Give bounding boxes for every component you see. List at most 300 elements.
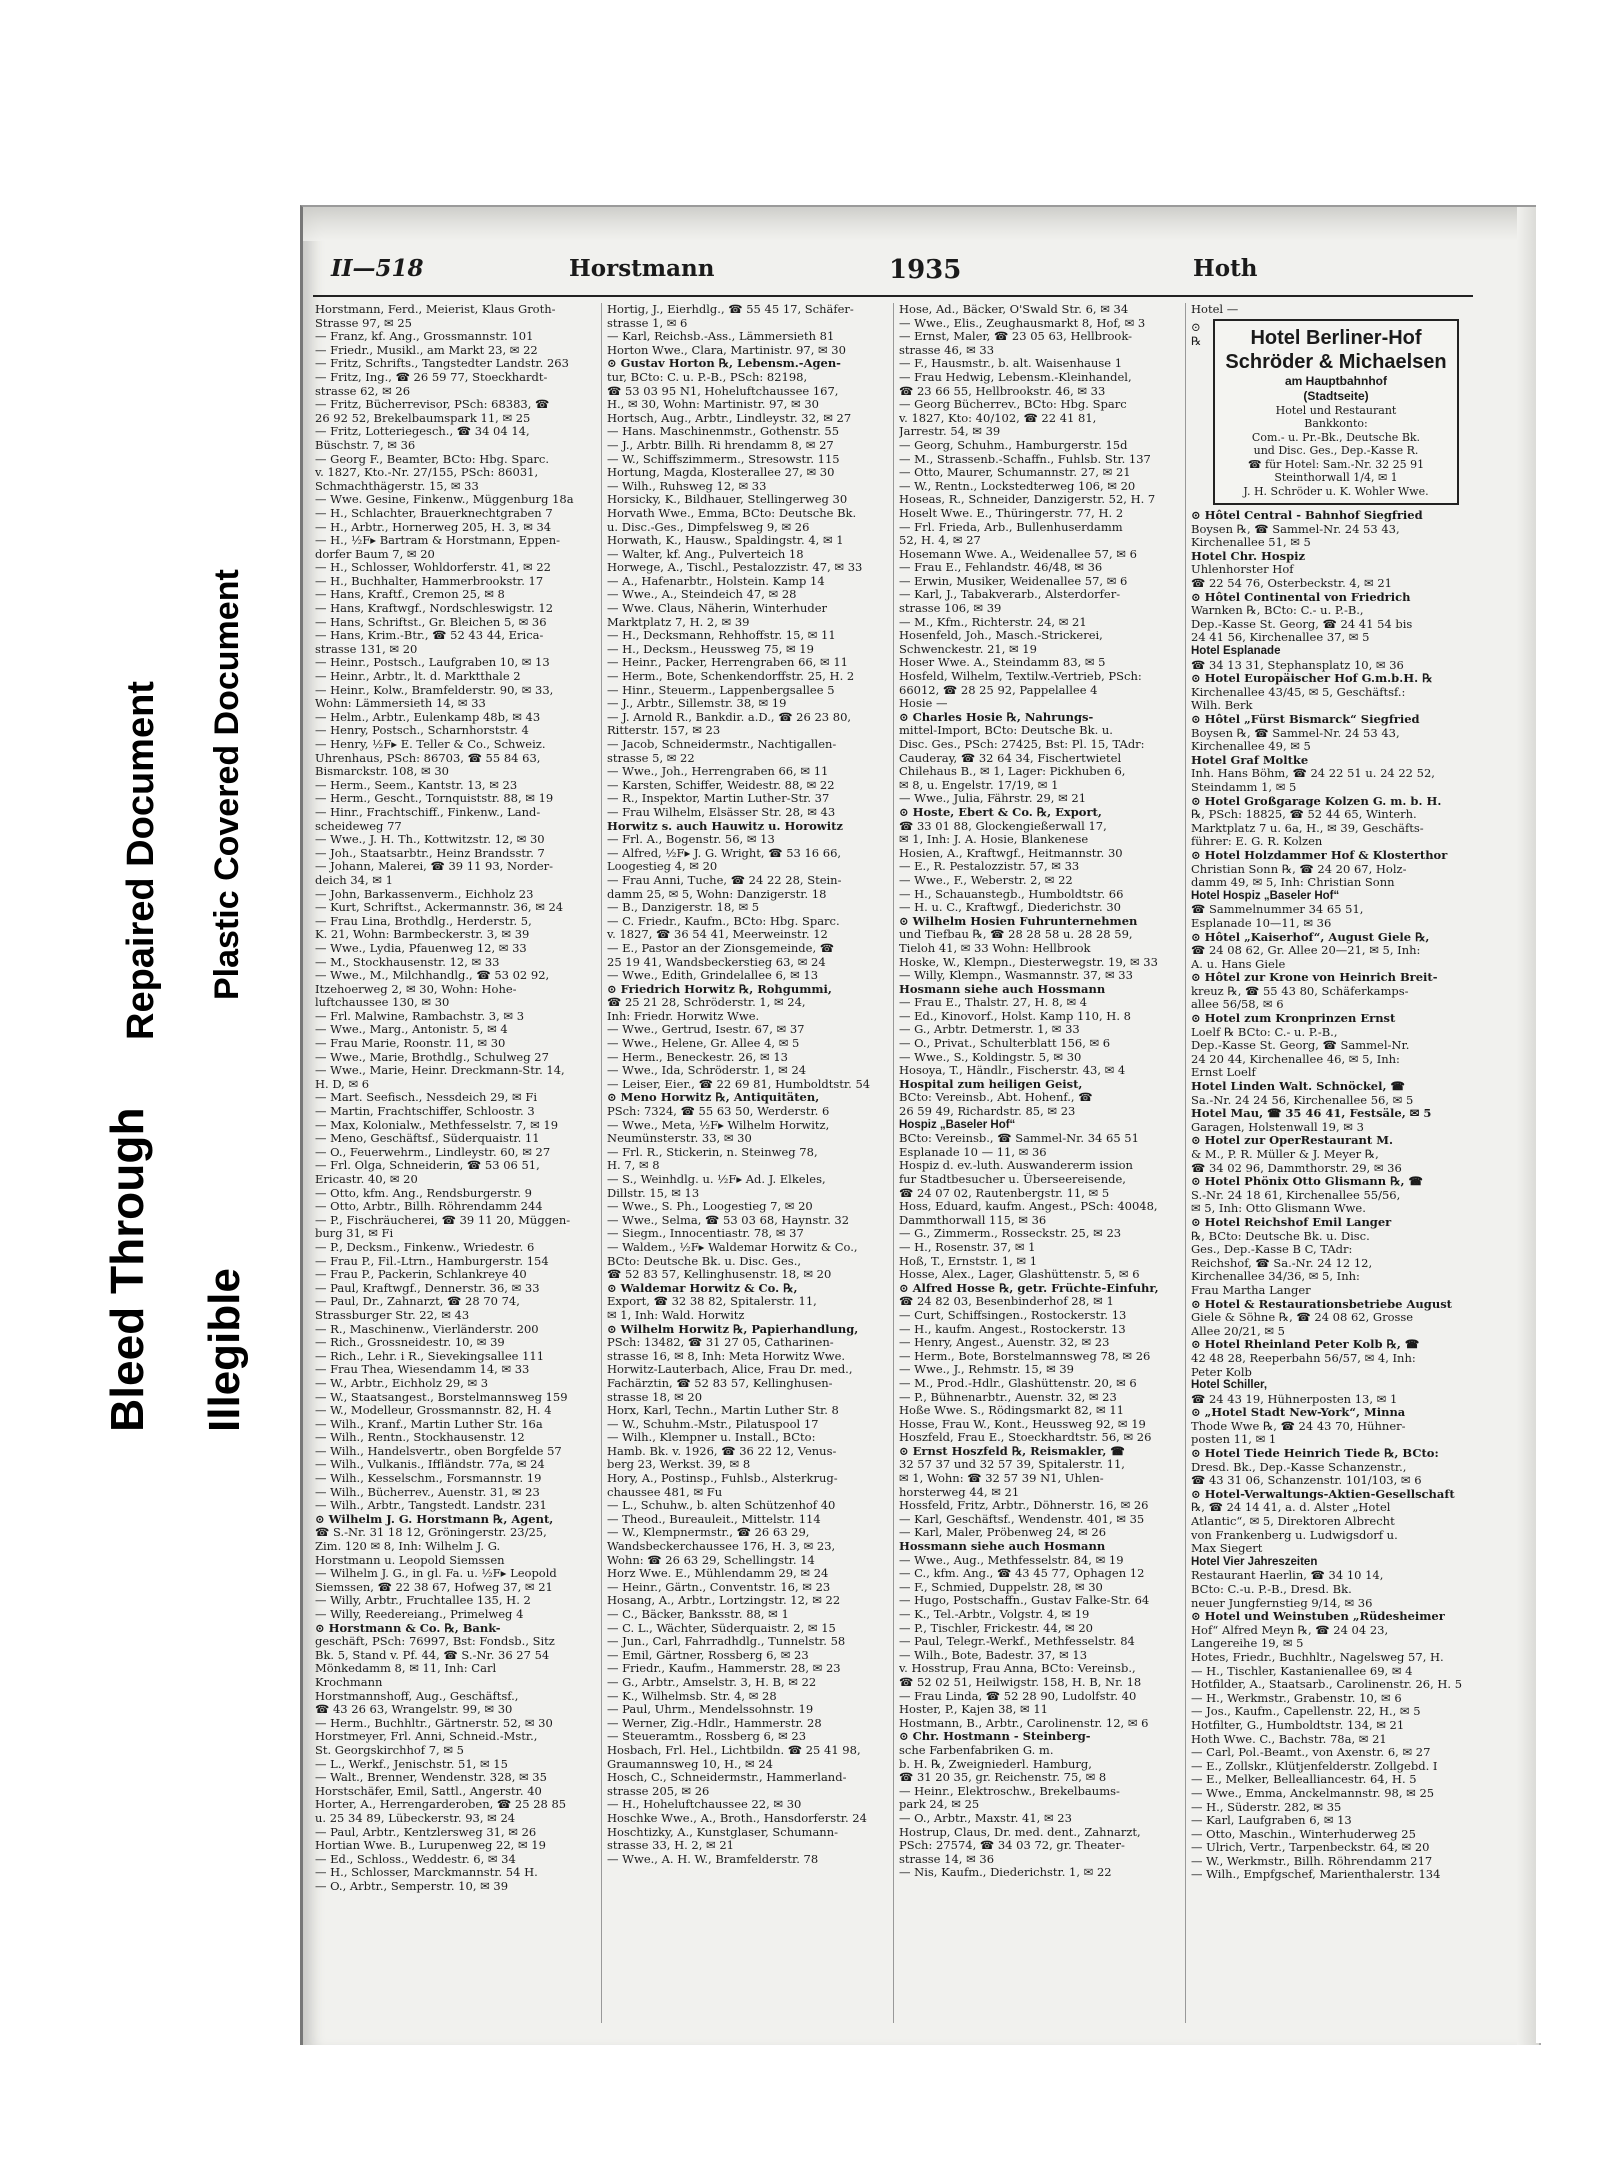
directory-entry-line: Ernst Loelf xyxy=(1191,1066,1256,1080)
directory-entry-line: Hoth Wwe. C., Bachstr. 78a, ✉ 21 xyxy=(1191,1732,1387,1746)
directory-entry-line: Bk. 5, Stand v. Pf. 44, ☎ S.-Nr. 36 27 54 xyxy=(315,1648,550,1662)
directory-entry-line: — Friedr., Kaufm., Hammerstr. 28, ✉ 23 xyxy=(607,1662,841,1676)
directory-entry-line: — Paul, Arbtr., Kentzlersweg 31, ✉ 26 xyxy=(315,1825,537,1839)
directory-entry-line: Kirchenallee 51, ✉ 5 xyxy=(1191,536,1311,550)
registered-mark: ℞ xyxy=(1191,334,1202,348)
directory-entry-line: Hotel Graf Moltke xyxy=(1191,753,1309,767)
directory-entry-line: ☎ 25 21 28, Schröderstr. 1, ✉ 24, xyxy=(607,996,806,1010)
directory-column-1 xyxy=(315,303,595,2033)
directory-entry-line: Dep.-Kasse St. Georg, ☎ Sammel-Nr. xyxy=(1191,1039,1410,1053)
directory-entry-line: H. 7, ✉ 8 xyxy=(607,1159,660,1173)
directory-entry-line: — H., Süderstr. 282, ✉ 35 xyxy=(1191,1800,1342,1814)
column-separator xyxy=(1185,303,1186,2023)
directory-entry-line: Graumannsweg 10, H., ✉ 24 xyxy=(607,1757,773,1771)
header-name-right: Hoth xyxy=(1193,255,1258,282)
directory-entry-line: ⊙ Hôtel Continental von Friedrich xyxy=(1191,590,1411,604)
directory-entry-line: — Johann, Malerei, ☎ 39 11 93, Norder- xyxy=(315,860,554,874)
directory-entry-line: — G., Zimmerm., Rosseckstr. 25, ✉ 23 xyxy=(899,1227,1122,1241)
directory-entry-line: — Ulrich, Vertr., Tarpenbeckstr. 64, ✉ 20 xyxy=(1191,1841,1430,1855)
directory-entry-line: Hoschke Wwe., A., Broth., Hansdorferstr. 24 xyxy=(607,1811,867,1825)
directory-entry-line: strasse 16, ✉ 8, Inh: Meta Horwitz Wwe. xyxy=(607,1349,846,1363)
directory-entry-line: Jarrestr. 54, ✉ 39 xyxy=(899,425,1001,439)
directory-entry-line: — Paul, Kraftwgf., Dennerstr. 36, ✉ 33 xyxy=(315,1281,540,1295)
directory-entry-line: — Wwe., Meta, ½F▸ Wilhelm Horwitz, xyxy=(607,1118,830,1132)
directory-entry-line: — Mart. Seefisch., Nessdeich 29, ✉ Fi xyxy=(315,1091,538,1105)
directory-entry-line: strasse 106, ✉ 39 xyxy=(899,602,1002,616)
directory-entry-line: — Martin, Frachtschiffer, Schloostr. 3 xyxy=(315,1105,535,1119)
directory-entry-line: — Henry, Angest., Auenstr. 32, ✉ 23 xyxy=(899,1336,1110,1350)
directory-entry-line: horsterweg 44, ✉ 21 xyxy=(899,1485,1020,1499)
directory-entry-line: — Otto, Arbtr., Billh. Röhrendamm 244 xyxy=(315,1200,543,1214)
directory-entry-line: — W., Staatsangest., Borstelmannsweg 159 xyxy=(315,1390,568,1404)
directory-entry-line: — F., Schmied, Duppelstr. 28, ✉ 30 xyxy=(899,1580,1103,1594)
directory-entry-line: ⊙ Gustav Horton ℞, Lebensm.-Agen- xyxy=(607,357,841,371)
directory-entry-line: — C. Friedr., Kaufm., BCto: Hbg. Sparc. xyxy=(607,914,840,928)
directory-entry-line: — M., Prod.-Hdlr., Glashüttenstr. 20, ✉ 6 xyxy=(899,1376,1137,1390)
directory-entry-line: Hoß, T., Ernststr. 1, ✉ 1 xyxy=(899,1254,1038,1268)
directory-entry-line: Hossmann siehe auch Hosmann xyxy=(899,1540,1106,1554)
directory-entry-line: — A., Hafenarbtr., Holstein. Kamp 14 xyxy=(607,574,825,588)
directory-entry-line: tur, BCto: C. u. P.-B., PSch: 82198, xyxy=(607,370,808,384)
directory-entry-line: — Wwe., F., Weberstr. 2, ✉ 22 xyxy=(899,873,1073,887)
directory-entry-line: — G., Arbtr., Amselstr. 3, H. B, ✉ 22 xyxy=(607,1675,817,1689)
directory-entry-line: — Herm., Gescht., Tornquiststr. 88, ✉ 19 xyxy=(315,792,554,806)
directory-entry-line: — Georg, Schuhm., Hamburgerstr. 15d xyxy=(899,438,1128,452)
directory-entry-line: — Wilh., Empfgschef, Marienthalerstr. 134 xyxy=(1191,1868,1441,1882)
directory-entry-line: — Paul, Uhrm., Mendelssohnstr. 19 xyxy=(607,1703,814,1717)
directory-entry-line: strasse 5, ✉ 22 xyxy=(607,751,695,765)
directory-entry-line: ✉ 1, Inh: J. A. Hosie, Blankenese xyxy=(899,833,1089,847)
directory-entry-line: Hosse, Alex., Lager, Glashüttenstr. 5, ✉ 6 xyxy=(899,1268,1140,1282)
directory-entry-line: 26 92 52, Brekelbaumspark 11, ✉ 25 xyxy=(315,411,531,425)
ad-line: J. H. Schröder u. K. Wohler Wwe. xyxy=(1243,484,1429,498)
directory-entry-line: strasse 33, H. 2, ✉ 21 xyxy=(607,1839,734,1853)
directory-entry-line: — Erwin, Musiker, Weidenallee 57, ✉ 6 xyxy=(899,574,1128,588)
directory-entry-line: — Willy, Klempn., Wasmannstr. 37, ✉ 33 xyxy=(899,969,1133,983)
directory-entry-line: Wilh. Berk xyxy=(1191,699,1253,713)
directory-entry-line: — Wwe., Gertrud, Isestr. 67, ✉ 37 xyxy=(607,1023,805,1037)
directory-entry-line: Marktplatz 7 u. 6a, H., ✉ 39, Geschäfts- xyxy=(1191,821,1424,835)
directory-entry-line: — O., Arbtr., Maxstr. 41, ✉ 23 xyxy=(899,1811,1072,1825)
directory-entry-line: — Herm., Buchhltr., Gärtnerstr. 52, ✉ 30 xyxy=(315,1716,553,1730)
directory-entry-line: Schwenckestr. 21, ✉ 19 xyxy=(899,642,1037,656)
directory-entry-line: 25 19 41, Wandsbeckerstieg 63, ✉ 24 xyxy=(607,955,826,969)
directory-entry-line: — Frau E., Thalstr. 27, H. 8, ✉ 4 xyxy=(899,996,1088,1010)
directory-entry-line: ☎ 31 20 35, gr. Reichenstr. 75, ✉ 8 xyxy=(899,1771,1107,1785)
directory-entry-line: 66012, ☎ 28 25 92, Pappelallee 4 xyxy=(899,683,1098,697)
directory-entry-line: Hortung, Magda, Klosterallee 27, ✉ 30 xyxy=(607,466,835,480)
hotel-berliner-hof-ad xyxy=(1213,319,1459,506)
directory-entry-line: — Joh., Staatsarbtr., Heinz Brandsstr. 7 xyxy=(315,846,545,860)
header-year: 1935 xyxy=(889,255,962,285)
directory-entry-line: — Ernst, Maler, ☎ 23 05 63, Hellbrook- xyxy=(899,330,1132,344)
directory-entry-line: — Wilh., Kranf., Martin Luther Str. 16a xyxy=(315,1417,543,1431)
directory-entry-line: — Frau Wilhelm, Elsässer Str. 28, ✉ 43 xyxy=(607,805,836,819)
directory-entry-line: Hosbach, Frl. Hel., Lichtbildn. ☎ 25 41 98, xyxy=(607,1743,861,1757)
directory-entry-line: neuer Jungfernstieg 9/14, ✉ 36 xyxy=(1191,1596,1373,1610)
directory-entry-line: 42 48 28, Reeperbahn 56/57, ✉ 4, Inh: xyxy=(1191,1351,1416,1365)
directory-entry-line: — Werner, Zig.-Hdlr., Hammerstr. 28 xyxy=(607,1716,822,1730)
directory-entry-line: ⊙ „Hotel Stadt New-York“, Minna xyxy=(1191,1406,1406,1420)
directory-column-2 xyxy=(607,303,887,2033)
directory-entry-line: ⊙ Hotel Tiede Heinrich Tiede ℞, BCto: xyxy=(1191,1447,1439,1461)
directory-entry-line: — John, Barkassenverm., Eichholz 23 xyxy=(315,887,534,901)
directory-entry-line: — Wwe., Edith, Grindelallee 6, ✉ 13 xyxy=(607,969,819,983)
directory-entry-line: — Wwe., S., Koldingstr. 5, ✉ 30 xyxy=(899,1050,1082,1064)
directory-entry-line: strasse 14, ✉ 36 xyxy=(899,1852,995,1866)
directory-entry-line: ⊙ Ernst Hoszfeld ℞, Reismakler, ☎ xyxy=(899,1444,1125,1458)
directory-entry-line: Schmachthägerstr. 15, ✉ 33 xyxy=(315,479,479,493)
directory-entry-line: Thode Wwe ℞, ☎ 24 43 70, Hühner- xyxy=(1191,1419,1406,1433)
directory-entry-line: Hosoya, T., Händlr., Fischerstr. 43, ✉ 4 xyxy=(899,1064,1126,1078)
directory-entry-line: — Wwe., Lydia, Pfauenweg 12, ✉ 33 xyxy=(315,941,527,955)
directory-entry-line: Christian Sonn ℞, ☎ 24 20 67, Holz- xyxy=(1191,862,1407,876)
directory-entry-line: — M., Kfm., Richterstr. 24, ✉ 21 xyxy=(899,615,1087,629)
directory-entry-line: — H., Buchhalter, Hammerbrookstr. 17 xyxy=(315,574,544,588)
ad-line: (Stadtseite) xyxy=(1303,388,1369,403)
directory-entry-line: — Otto, kfm. Ang., Rendsburgerstr. 9 xyxy=(315,1186,532,1200)
directory-entry-line: Garagen, Holstenwall 19, ✉ 3 xyxy=(1191,1120,1364,1134)
directory-entry-line: Dillstr. 15, ✉ 13 xyxy=(607,1186,700,1200)
column-separator xyxy=(893,303,894,2023)
directory-entry-line: Horwitz s. auch Hauwitz u. Horowitz xyxy=(607,819,843,833)
directory-entry-line: ☎ 43 26 63, Wrangelstr. 99, ✉ 30 xyxy=(315,1703,513,1717)
directory-entry-line: — G., Arbtr. Detmerstr. 1, ✉ 33 xyxy=(899,1023,1080,1037)
directory-entry-line: — Frl. Frieda, Arb., Bullenhuserdamm xyxy=(899,520,1123,534)
directory-entry-line: ⊙ Friedrich Horwitz ℞, Rohgummi, xyxy=(607,982,832,996)
directory-entry-line: Hoss, Eduard, kaufm. Angest., PSch: 40048, xyxy=(899,1200,1158,1214)
directory-entry-line: — Heinr., Packer, Herrengraben 66, ✉ 11 xyxy=(607,656,848,670)
directory-entry-line: Max Siegert xyxy=(1191,1542,1263,1556)
directory-entry-line: Horter, A., Herrengarderoben, ☎ 25 28 85 xyxy=(315,1798,567,1812)
directory-entry-line: — E., R. Pestalozzistr. 57, ✉ 33 xyxy=(899,860,1080,874)
directory-entry-line: Strasse 97, ✉ 25 xyxy=(315,316,412,330)
directory-entry-line: dorfer Baum 7, ✉ 20 xyxy=(315,547,435,561)
directory-entry-line: Hoße Wwe. S., Rödingsmarkt 82, ✉ 11 xyxy=(899,1404,1124,1418)
directory-entry-line: ⊙ Hôtel „Kaiserhof“, August Giele ℞, xyxy=(1191,930,1430,944)
directory-entry-line: — Henry, ½F▸ E. Teller & Co., Schweiz. xyxy=(315,738,546,751)
directory-entry-line: Steindamm 1, ✉ 5 xyxy=(1191,780,1297,794)
directory-entry-line: — Karl, Maler, Pröbenweg 24, ✉ 26 xyxy=(899,1526,1107,1540)
directory-entry-line: — W., Schiffszimmerm., Stresowstr. 115 xyxy=(607,452,840,466)
header-rule xyxy=(313,295,1473,297)
directory-entry-line: — Hans, Krim.-Btr., ☎ 52 43 44, Erica- xyxy=(315,629,544,643)
directory-entry-line: ☎ 43 31 06, Schanzenstr. 101/103, ✉ 6 xyxy=(1191,1474,1422,1488)
directory-entry-line: — Fritz, Ing., ☎ 26 59 77, Stoeckhardt- xyxy=(315,370,548,384)
repaired-document-label: Repaired Document xyxy=(120,681,162,1040)
directory-entry-line: — Theod., Bureauleit., Mittelstr. 114 xyxy=(607,1512,821,1526)
directory-entry-line: Itzehoerweg 2, ✉ 30, Wohn: Hohe- xyxy=(315,982,517,996)
directory-entry-line: — W., Klempnermstr., ☎ 26 63 29, xyxy=(607,1526,810,1540)
directory-entry-line: ⊙ Hotel zum Kronprinzen Ernst xyxy=(1191,1012,1396,1026)
directory-entry-line: St. Georgskirchhof 7, ✉ 5 xyxy=(315,1743,464,1757)
directory-entry-line: ⊙ Wilhelm Hosien Fuhrunternehmen xyxy=(899,914,1138,928)
directory-entry-line: — Wwe., Aug., Methfesselstr. 84, ✉ 19 xyxy=(899,1553,1124,1567)
directory-entry-line: ⊙ Hotel zur OperRestaurant M. xyxy=(1191,1134,1393,1148)
directory-entry-line: Hory, A., Postinsp., Fuhlsb., Alsterkrug- xyxy=(607,1472,838,1486)
directory-entry-line: strasse 62, ✉ 26 xyxy=(315,384,411,398)
directory-entry-line: Hoszfeld, Frau E., Stoeckhardtstr. 56, ✉ 26 xyxy=(899,1431,1152,1445)
ad-line: Hotel und Restaurant xyxy=(1275,403,1397,417)
directory-column-4 xyxy=(1191,303,1463,2033)
directory-entry-line: Horstmannshoff, Aug., Geschäftsf., xyxy=(315,1689,519,1703)
directory-entry-line: ☎ 22 54 76, Osterbeckstr. 4, ✉ 21 xyxy=(1191,577,1392,591)
directory-entry-line: — Hinr., Frachtschiff., Finkenw., Land- xyxy=(315,805,541,819)
directory-entry-line: — Kurt, Schriftst., Ackermannstr. 36, ✉ 24 xyxy=(315,901,564,915)
directory-entry-line: ☎ 24 07 02, Rautenbergstr. 11, ✉ 5 xyxy=(899,1186,1110,1200)
directory-entry-line: — P., Decksm., Finkenw., Wriedestr. 6 xyxy=(315,1240,535,1254)
directory-entry-line: Hosse, Frau W., Kont., Heussweg 92, ✉ 19 xyxy=(899,1417,1146,1431)
directory-entry-line: ✉ 8, u. Engelstr. 17/19, ✉ 1 xyxy=(899,778,1059,792)
directory-entry-line: Horx, Karl, Techn., Martin Luther Str. 8 xyxy=(607,1404,839,1418)
directory-entry-line: Fachärztin, ☎ 52 83 57, Kellinghusen- xyxy=(607,1376,833,1390)
directory-entry-line: v. 1827, ☎ 36 54 41, Meerweinstr. 12 xyxy=(607,928,828,942)
directory-entry-line: — H., Arbtr., Hornerweg 205, H. 3, ✉ 34 xyxy=(315,520,552,534)
directory-entry-line: — Hans, Kraftf., Cremon 25, ✉ 8 xyxy=(315,588,505,602)
directory-entry-line: — Wilh., Klempner u. Install., BCto: xyxy=(607,1431,816,1445)
directory-entry-line: Dep.-Kasse St. Georg, ☎ 24 41 54 bis xyxy=(1191,617,1413,631)
directory-entry-line: ℞, PSch: 18825, ☎ 52 44 65, Winterh. xyxy=(1191,808,1417,822)
bleed-through-label: Bleed Through xyxy=(101,1107,153,1432)
directory-entry-line: — Wwe., J., Rehmstr. 15, ✉ 39 xyxy=(899,1363,1074,1377)
left-margin xyxy=(0,0,300,2177)
directory-entry-line: — O., Feuerwehrm., Lindleystr. 60, ✉ 27 xyxy=(315,1145,551,1159)
directory-entry-line: strasse 1, ✉ 6 xyxy=(607,316,688,330)
directory-entry-line: — Wwe., Marie, Heinr. Dreckmann-Str. 14, xyxy=(315,1064,565,1078)
directory-entry-line: Kirchenallee 43/45, ✉ 5, Geschäftsf.: xyxy=(1191,685,1406,699)
directory-entry-line: ☎ Sammelnummer 34 65 51, xyxy=(1191,903,1364,917)
directory-entry-line: BCto: C.-u. P.-B., Dresd. Bk. xyxy=(1191,1583,1352,1596)
directory-entry-line: — Wwe. Claus, Näherin, Winterhuder xyxy=(607,602,828,616)
directory-entry-line: Warnken ℞, BCto: C.- u. P.-B., xyxy=(1191,604,1364,618)
directory-entry-line: — Karsten, Schiffer, Weidestr. 88, ✉ 22 xyxy=(607,778,835,792)
directory-entry-line: 24 20 44, Kirchenallee 46, ✉ 5, Inh: xyxy=(1191,1052,1400,1066)
directory-entry-line: Hosie — xyxy=(899,697,948,711)
directory-entry-line: ⊙ Hotel Großgarage Kolzen G. m. b. H. xyxy=(1191,794,1442,808)
hotel-heading: Hotel — xyxy=(1191,303,1239,316)
directory-entry-line: — Heinr., Gärtn., Conventstr. 16, ✉ 23 xyxy=(607,1580,831,1594)
directory-entry-line: — Georg Bücherrev., BCto: Hbg. Sparc xyxy=(899,398,1127,412)
directory-entry-line: — Wilh., Ruhsweg 12, ✉ 33 xyxy=(607,479,767,493)
directory-entry-line: Langereihe 19, ✉ 5 xyxy=(1191,1637,1304,1651)
directory-entry-line: — Max, Kolonialw., Methfesselstr. 7, ✉ 19 xyxy=(315,1118,559,1132)
directory-entry-line: ⊙ Charles Hosie ℞, Nahrungs- xyxy=(899,710,1094,724)
directory-entry-line: — M., Strassenb.-Schaffn., Fuhlsb. Str. 137 xyxy=(899,452,1151,466)
directory-entry-line: — Walt., Brenner, Wendenstr. 328, ✉ 35 xyxy=(315,1771,547,1785)
directory-entry-line: ⊙ Hotel und Weinstuben „Rüdesheimer xyxy=(1191,1610,1445,1624)
directory-entry-line: v. Hosstrup, Frau Anna, BCto: Vereinsb., xyxy=(899,1662,1136,1676)
directory-entry-line: — W., Arbtr., Eichholz 29, ✉ 3 xyxy=(315,1376,489,1390)
ad-line: Steinthorwall 1/4, ✉ 1 xyxy=(1274,471,1398,485)
directory-entry-line: BCto: Vereinsb., Abt. Hohenf., ☎ xyxy=(899,1091,1093,1105)
directory-entry-line: posten 11, ✉ 1 xyxy=(1191,1433,1277,1447)
ad-line: Com.- u. Pr.-Bk., Deutsche Bk. xyxy=(1251,430,1421,444)
directory-entry-line: K. 21, Wohn: Barmbeckerstr. 3, ✉ 39 xyxy=(315,928,530,942)
directory-entry-line: — Wwe., M., Milchhandlg., ☎ 53 02 92, xyxy=(315,969,550,983)
directory-entry-line: sche Farbenfabriken G. m. xyxy=(899,1743,1054,1757)
directory-entry-line: — Frl. Malwine, Rambachstr. 3, ✉ 3 xyxy=(315,1009,525,1023)
right-margin xyxy=(1536,205,1600,2043)
directory-entry-line: ⊙ Hotel-Verwaltungs-Aktien-Gesellschaft xyxy=(1191,1487,1455,1501)
directory-entry-line: — Friedr., Musikl., am Markt 23, ✉ 22 xyxy=(315,343,538,357)
directory-entry-line: — Carl, Pol.-Beamt., von Axenstr. 6, ✉ 27 xyxy=(1191,1746,1431,1760)
directory-entry-line: — Wwe., Joh., Herrengraben 66, ✉ 11 xyxy=(607,765,829,779)
directory-entry-line: park 24, ✉ 25 xyxy=(899,1798,980,1812)
directory-entry-line: ☎ 52 83 57, Kellinghusenstr. 18, ✉ 20 xyxy=(607,1268,832,1282)
directory-entry-line: — Hans, Kraftwgf., Nordschleswigstr. 12 xyxy=(315,602,554,616)
directory-entry-line: ☎ 33 01 88, Glockengießerwall 17, xyxy=(899,819,1107,833)
directory-entry-line: burg 31, ✉ Fi xyxy=(315,1227,394,1241)
directory-entry-line: Ritterstr. 157, ✉ 23 xyxy=(607,724,721,738)
directory-entry-line: damm 25, ✉ 5, Wohn: Danzigerstr. 18 xyxy=(607,887,827,901)
directory-entry-line: chaussee 481, ✉ Fu xyxy=(607,1485,723,1499)
directory-entry-line: Hostmann, B., Arbtr., Carolinenstr. 12, ✉ 6 xyxy=(899,1716,1149,1730)
directory-entry-line: — O., Arbtr., Semperstr. 10, ✉ 39 xyxy=(315,1879,509,1893)
directory-entry-line: — Hans. Maschinenmstr., Gothenstr. 55 xyxy=(607,425,840,439)
directory-entry-line: Hotel Vier Jahreszeiten xyxy=(1191,1555,1318,1568)
directory-entry-line: scheideweg 77 xyxy=(315,819,402,833)
directory-entry-line: Inh: Friedr. Horwitz Wwe. xyxy=(607,1009,760,1023)
directory-entry-line: Hortig, J., Eierhdlg., ☎ 55 45 17, Schäfer- xyxy=(607,303,854,316)
directory-entry-line: Horvath Wwe., Emma, BCto: Deutsche Bk. xyxy=(607,506,857,520)
directory-entry-line: — Heinr., Arbtr., lt. d. Marktthale 2 xyxy=(315,670,521,684)
directory-entry-line: — Frau Thea, Wiesendamm 14, ✉ 33 xyxy=(315,1363,530,1377)
directory-entry-line: Reichshof, ☎ Sa.-Nr. 24 12 12, xyxy=(1191,1256,1373,1270)
directory-entry-line: — L., Schuhw., b. alten Schützenhof 40 xyxy=(607,1499,836,1513)
directory-entry-line: Horton Wwe., Clara, Martinistr. 97, ✉ 30 xyxy=(607,343,846,357)
directory-entry-line: Horwath, K., Hausw., Spaldingstr. 4, ✉ 1 xyxy=(607,534,844,548)
directory-entry-line: — E., Zollskr., Klütjenfelderstr. Zollgebd. I xyxy=(1191,1759,1438,1773)
directory-entry-line: — Willy, Arbtr., Fruchtallee 135, H. 2 xyxy=(315,1594,531,1608)
directory-entry-line: PSch: 7324, ☎ 55 63 50, Werderstr. 6 xyxy=(607,1105,830,1119)
directory-entry-line: — Franz, kf. Ang., Grossmannstr. 101 xyxy=(315,330,534,344)
directory-entry-line: PSch: 13482, ☎ 31 27 05, Catharinen- xyxy=(607,1336,834,1350)
directory-entry-line: — Karl, Geschäftsf., Wendenstr. 401, ✉ 35 xyxy=(899,1512,1145,1526)
directory-entry-line: Esplanade 10 — 11, ✉ 36 xyxy=(899,1145,1047,1159)
directory-entry-line: — K., Wilhelmsb. Str. 4, ✉ 28 xyxy=(607,1689,777,1703)
hotel-entries xyxy=(1191,509,1463,1882)
directory-entry-line: — H., Rosenstr. 37, ✉ 1 xyxy=(899,1240,1036,1254)
directory-entry-line: — Wwe., S. Ph., Loogestieg 7, ✉ 20 xyxy=(607,1200,813,1214)
directory-entry-line: kreuz ℞, ☎ 55 43 80, Schäferkamps- xyxy=(1191,984,1409,998)
directory-entry-line: Frau Martha Langer xyxy=(1191,1283,1311,1297)
directory-entry-line: Bismarckstr. 108, ✉ 30 xyxy=(315,765,449,779)
directory-entry-line: ⊙ Hotel Reichshof Emil Langer xyxy=(1191,1215,1392,1229)
directory-entry-line: u. Disc.-Ges., Dimpfelsweg 9, ✉ 26 xyxy=(607,520,810,534)
directory-entry-line: — Heinr., Elektroschw., Brekelbaums- xyxy=(899,1784,1120,1798)
directory-entry-line: — F., Hausmstr., b. alt. Waisenhause 1 xyxy=(899,357,1123,371)
directory-entry-line: Hoselt Wwe. E., Thüringerstr. 77, H. 2 xyxy=(899,506,1124,520)
directory-entry-line: — K., Tel.-Arbtr., Volgstr. 4, ✉ 19 xyxy=(899,1608,1090,1621)
directory-entry-line: ⊙ Alfred Hosse ℞, getr. Früchte-Einfuhr, xyxy=(899,1281,1159,1295)
directory-entry-line: — Heinr., Postsch., Laufgraben 10, ✉ 13 xyxy=(315,656,550,670)
directory-entry-line: Büschstr. 7, ✉ 36 xyxy=(315,438,416,452)
directory-entry-line: Horstmeyer, Frl. Anni, Schneid.-Mstr., xyxy=(315,1730,538,1744)
directory-entry-line: Siemssen, ☎ 22 38 67, Hofweg 37, ✉ 21 xyxy=(315,1580,553,1594)
directory-entry-line: ☎ 24 43 19, Hühnerposten 13, ✉ 1 xyxy=(1191,1392,1398,1406)
directory-entry-line: — Herm., Bote, Borstelmannsweg 78, ✉ 26 xyxy=(899,1349,1151,1363)
directory-entry-line: — B., Danzigerstr. 18, ✉ 5 xyxy=(607,901,760,915)
directory-entry-line: H., ✉ 30, Wohn: Martinistr. 97, ✉ 30 xyxy=(607,398,819,412)
ad-title: Hotel Berliner-Hof xyxy=(1250,326,1422,349)
directory-entry-line: Ges., Dep.-Kasse B C, TAdr: xyxy=(1191,1243,1353,1257)
directory-entry-line: — Wilh., Kesselschm., Forsmannstr. 19 xyxy=(315,1472,542,1486)
directory-entry-line: ⊙ Hôtel zur Krone von Heinrich Breit- xyxy=(1191,971,1438,985)
directory-entry-line: — H., Decksm., Heussweg 75, ✉ 19 xyxy=(607,642,814,656)
directory-entry-line: ☎ 24 82 03, Besenbinderhof 28, ✉ 1 xyxy=(899,1295,1114,1309)
directory-entry-line: — Siegm., Innocentiastr. 78, ✉ 37 xyxy=(607,1227,804,1241)
directory-entry-line: ⊙ Hôtel Central - Bahnhof Siegfried xyxy=(1191,509,1423,523)
directory-entry-line: Dammthorwall 115, ✉ 36 xyxy=(899,1213,1047,1227)
directory-entry-line: Hotel Esplanade xyxy=(1191,645,1281,658)
directory-entry-line: Hosmann siehe auch Hossmann xyxy=(899,982,1106,996)
directory-entry-line: Hostrup, Claus, Dr. med. dent., Zahnarzt, xyxy=(899,1825,1141,1839)
directory-entry-line: Hof“ Alfred Meyn ℞, ☎ 24 04 23, xyxy=(1191,1623,1389,1637)
directory-entry-line: — Wilh., Arbtr., Tangstedt. Landstr. 231 xyxy=(315,1499,547,1513)
directory-entry-line: — Wilhelm J. G., in gl. Fa. u. ½F▸ Leopold xyxy=(315,1567,557,1581)
directory-entry-line: BCto: Deutsche Bk. u. Disc. Ges., xyxy=(607,1254,802,1268)
directory-entry-line: — Wwe., Ida, Schröderstr. 1, ✉ 24 xyxy=(607,1064,807,1078)
directory-entry-line: fur Stadtbesucher u. Überseereisende, xyxy=(899,1173,1126,1186)
directory-entry-line: — Frau Marie, Roonstr. 11, ✉ 30 xyxy=(315,1037,506,1051)
directory-entry-line: ✉ 1, Wohn: ☎ 32 57 39 N1, Uhlen- xyxy=(899,1472,1104,1486)
directory-entry-line: — H., Decksmann, Rehhoffstr. 15, ✉ 11 xyxy=(607,629,836,643)
directory-entry-line: — Curt, Schiffsingen., Rostockerstr. 13 xyxy=(899,1308,1127,1322)
directory-entry-line: — C. L., Wächter, Süderquaistr. 2, ✉ 15 xyxy=(607,1621,836,1635)
directory-entry-line: strasse 205, ✉ 26 xyxy=(607,1784,710,1798)
directory-entry-line: Wohn: ☎ 26 63 29, Schellingstr. 14 xyxy=(607,1553,815,1567)
directory-entry-line: — Wilh., Handelsvertr., oben Borgfelde 57 xyxy=(315,1444,562,1458)
directory-entry-line: — H., Schlachter, Brauerknechtgraben 7 xyxy=(315,506,553,520)
directory-entry-line: führer: E. G. R. Kolzen xyxy=(1191,835,1323,849)
directory-entry-line: ℞, ☎ 24 14 41, a. d. Alster „Hotel xyxy=(1191,1501,1391,1515)
directory-entry-line: — H., Schauanstegb., Humboldtstr. 66 xyxy=(899,887,1124,901)
directory-entry-line: — Wwe., J. H. Th., Kottwitzstr. 12, ✉ 30 xyxy=(315,833,545,847)
directory-entry-line: Hosien, A., Kraftwgf., Heitmannstr. 30 xyxy=(899,846,1123,860)
directory-entry-line: Ericastr. 40, ✉ 20 xyxy=(315,1173,418,1186)
directory-entry-line: Hamb. Bk. v. 1926, ☎ 36 22 12, Venus- xyxy=(607,1444,837,1458)
directory-entry-line: Hospital zum heiligen Geist, xyxy=(899,1077,1083,1091)
directory-entry-line: Loogestieg 4, ✉ 20 xyxy=(607,860,718,874)
directory-entry-line: — Frau Linda, ☎ 52 28 90, Ludolfstr. 40 xyxy=(899,1689,1137,1703)
directory-entry-line: ☎ 52 02 51, Heilwigstr. 158, H. B, Nr. 18 xyxy=(899,1675,1142,1689)
directory-entry-line: von Frankenberg u. Ludwigsdorf u. xyxy=(1191,1528,1398,1542)
directory-entry-line: ☎ 53 03 95 N1, Hoheluftchaussee 167, xyxy=(607,384,839,398)
directory-entry-line: — Waldem., ½F▸ Waldemar Horwitz & Co., xyxy=(607,1240,858,1254)
directory-entry-line: Hortian Wwe. B., Lurupenweg 22, ✉ 19 xyxy=(315,1839,546,1853)
directory-entry-line: — Wilh., Bote, Badestr. 37, ✉ 13 xyxy=(899,1648,1088,1662)
directory-entry-line: — H., Hoheluftchaussee 22, ✉ 30 xyxy=(607,1798,802,1812)
directory-entry-line: Hoske, W., Klempn., Diesterwegstr. 19, ✉ 33 xyxy=(899,955,1158,969)
directory-entry-line: — Paul, Dr., Zahnarzt, ☎ 28 70 74, xyxy=(315,1295,520,1309)
directory-entry-line: Krochmann xyxy=(315,1675,383,1689)
directory-entry-line: — Wwe., Julia, Fährstr. 29, ✉ 21 xyxy=(899,792,1087,806)
directory-entry-line: ⊙ Wilhelm Horwitz ℞, Papierhandlung, xyxy=(607,1322,859,1336)
directory-entry-line: — Wwe., Elis., Zeughausmarkt 8, Hof, ✉ 3 xyxy=(899,316,1146,330)
directory-entry-line: 26 59 49, Richardstr. 85, ✉ 23 xyxy=(899,1105,1076,1119)
directory-entry-line: Cauderay, ☎ 32 64 34, Fischertwietel xyxy=(899,751,1122,765)
directory-entry-line: — Wilh., Bücherrev., Auenstr. 31, ✉ 23 xyxy=(315,1485,540,1499)
directory-entry-line: — Wilh., Vulkanis., Iffländstr. 77a, ✉ 24 xyxy=(315,1458,545,1472)
directory-entry-line: — Frau Lina, Brothdlg., Herderstr. 5, xyxy=(315,914,532,928)
directory-entry-line: — Paul, Telegr.-Werkf., Methfesselstr. 84 xyxy=(899,1635,1135,1649)
directory-entry-line: — Frl. Olga, Schneiderin, ☎ 53 06 51, xyxy=(315,1159,540,1173)
directory-entry-line: H. D, ✉ 6 xyxy=(315,1077,370,1091)
page-top-fold xyxy=(303,207,1539,241)
directory-entry-line: — Frau Anni, Tuche, ☎ 24 22 28, Stein- xyxy=(607,873,842,887)
directory-entry-line: Hortsch, Aug., Arbtr., Lindleystr. 32, ✉ 27 xyxy=(607,411,852,425)
directory-entry-line: mittel-Import, BCto: Deutsche Bk. u. xyxy=(899,724,1113,738)
